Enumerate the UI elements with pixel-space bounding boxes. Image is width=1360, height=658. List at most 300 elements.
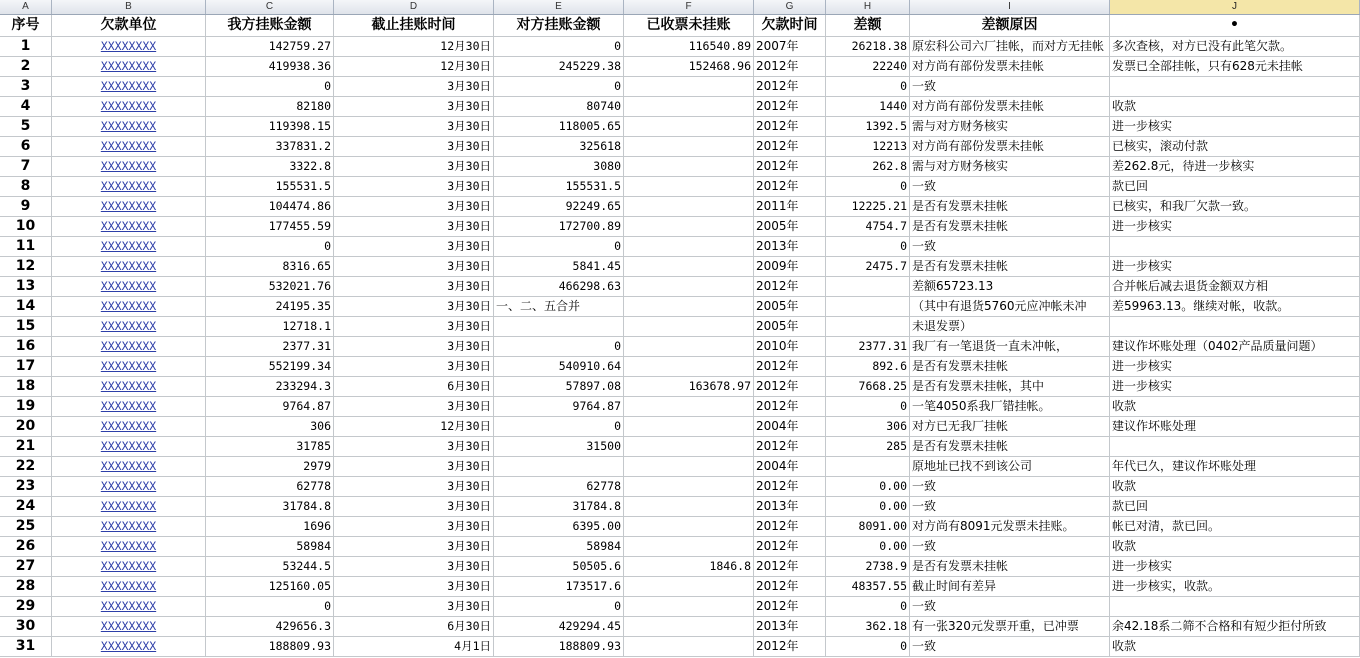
- cell-col-difference[interactable]: 0: [826, 177, 910, 197]
- cell-col-notes[interactable]: 余42.18系二筛不合格和有短少拒付所致: [1110, 617, 1360, 637]
- cell-col-invoiced-unposted[interactable]: [624, 317, 754, 337]
- cell-col-debt-year[interactable]: 2012年: [754, 577, 826, 597]
- cell-col-seq[interactable]: 7: [0, 157, 52, 177]
- cell-col-difference-reason[interactable]: 一致: [910, 477, 1110, 497]
- cell-col-notes[interactable]: 款已回: [1110, 497, 1360, 517]
- cell-col-notes[interactable]: [1110, 317, 1360, 337]
- cell-col-difference[interactable]: 7668.25: [826, 377, 910, 397]
- cell-col-seq[interactable]: 4: [0, 97, 52, 117]
- column-letter-d[interactable]: D: [334, 0, 494, 14]
- cell-col-their-amount[interactable]: [494, 317, 624, 337]
- cell-col-seq[interactable]: 26: [0, 537, 52, 557]
- column-letter-j[interactable]: J: [1110, 0, 1360, 14]
- cell-col-difference[interactable]: 2475.7: [826, 257, 910, 277]
- cell-col-debt-year[interactable]: 2005年: [754, 217, 826, 237]
- column-letter-b[interactable]: B: [52, 0, 206, 14]
- cell-col-invoiced-unposted[interactable]: [624, 137, 754, 157]
- cell-col-seq[interactable]: 3: [0, 77, 52, 97]
- cell-col-our-amount[interactable]: 8316.65: [206, 257, 334, 277]
- column-letter-c[interactable]: C: [206, 0, 334, 14]
- cell-col-debt-year[interactable]: 2012年: [754, 97, 826, 117]
- cell-col-debt-year[interactable]: 2012年: [754, 117, 826, 137]
- cell-col-seq[interactable]: 28: [0, 577, 52, 597]
- cell-col-difference-reason[interactable]: 对方尚有部份发票未挂帐: [910, 97, 1110, 117]
- cell-col-difference[interactable]: 0.00: [826, 497, 910, 517]
- cell-col-seq[interactable]: 29: [0, 597, 52, 617]
- column-letter-e[interactable]: E: [494, 0, 624, 14]
- cell-col-debtor[interactable]: XXXXXXXX: [52, 257, 206, 277]
- cell-col-cutoff-date[interactable]: 4月1日: [334, 637, 494, 657]
- cell-col-difference-reason[interactable]: 原宏科公司六厂挂帐，而对方无挂帐: [910, 37, 1110, 57]
- cell-col-notes[interactable]: 收款: [1110, 97, 1360, 117]
- cell-col-seq[interactable]: 27: [0, 557, 52, 577]
- cell-col-their-amount[interactable]: 31784.8: [494, 497, 624, 517]
- cell-col-debtor[interactable]: XXXXXXXX: [52, 377, 206, 397]
- column-letter-h[interactable]: H: [826, 0, 910, 14]
- cell-col-debt-year[interactable]: 2012年: [754, 177, 826, 197]
- header-col-debt-year[interactable]: 欠款时间: [754, 15, 826, 37]
- cell-col-our-amount[interactable]: 31785: [206, 437, 334, 457]
- cell-col-invoiced-unposted[interactable]: [624, 497, 754, 517]
- cell-col-cutoff-date[interactable]: 3月30日: [334, 117, 494, 137]
- cell-col-notes[interactable]: 进一步核实，收款。: [1110, 577, 1360, 597]
- cell-col-their-amount[interactable]: 172700.89: [494, 217, 624, 237]
- cell-col-notes[interactable]: 款已回: [1110, 177, 1360, 197]
- cell-col-notes[interactable]: 进一步核实: [1110, 377, 1360, 397]
- cell-col-notes[interactable]: 收款: [1110, 477, 1360, 497]
- cell-col-difference[interactable]: [826, 277, 910, 297]
- cell-col-our-amount[interactable]: 9764.87: [206, 397, 334, 417]
- cell-col-their-amount[interactable]: 0: [494, 237, 624, 257]
- header-col-difference-reason[interactable]: 差额原因: [910, 15, 1110, 37]
- cell-col-debt-year[interactable]: 2007年: [754, 37, 826, 57]
- cell-col-our-amount[interactable]: 0: [206, 77, 334, 97]
- cell-col-difference[interactable]: 0.00: [826, 477, 910, 497]
- cell-col-seq[interactable]: 16: [0, 337, 52, 357]
- cell-col-debtor[interactable]: XXXXXXXX: [52, 57, 206, 77]
- cell-col-their-amount[interactable]: 5841.45: [494, 257, 624, 277]
- cell-col-notes[interactable]: [1110, 77, 1360, 97]
- cell-col-difference-reason[interactable]: 需与对方财务核实: [910, 117, 1110, 137]
- cell-col-our-amount[interactable]: 532021.76: [206, 277, 334, 297]
- cell-col-seq[interactable]: 25: [0, 517, 52, 537]
- cell-col-notes[interactable]: 发票已全部挂帐，只有628元未挂帐: [1110, 57, 1360, 77]
- cell-col-debt-year[interactable]: 2005年: [754, 297, 826, 317]
- cell-col-our-amount[interactable]: 1696: [206, 517, 334, 537]
- cell-col-their-amount[interactable]: 173517.6: [494, 577, 624, 597]
- cell-col-notes[interactable]: 差262.8元，待进一步核实: [1110, 157, 1360, 177]
- cell-col-invoiced-unposted[interactable]: [624, 277, 754, 297]
- cell-col-our-amount[interactable]: 31784.8: [206, 497, 334, 517]
- cell-col-our-amount[interactable]: 429656.3: [206, 617, 334, 637]
- cell-col-invoiced-unposted[interactable]: [624, 157, 754, 177]
- column-letter-i[interactable]: I: [910, 0, 1110, 14]
- cell-col-debt-year[interactable]: 2005年: [754, 317, 826, 337]
- cell-col-invoiced-unposted[interactable]: 163678.97: [624, 377, 754, 397]
- cell-col-their-amount[interactable]: 466298.63: [494, 277, 624, 297]
- cell-col-cutoff-date[interactable]: 3月30日: [334, 217, 494, 237]
- cell-col-invoiced-unposted[interactable]: [624, 617, 754, 637]
- cell-col-difference-reason[interactable]: 一致: [910, 537, 1110, 557]
- cell-col-seq[interactable]: 17: [0, 357, 52, 377]
- cell-col-difference-reason[interactable]: 一致: [910, 177, 1110, 197]
- cell-col-notes[interactable]: 已核实，和我厂欠款一致。: [1110, 197, 1360, 217]
- cell-col-difference[interactable]: 306: [826, 417, 910, 437]
- cell-col-debtor[interactable]: XXXXXXXX: [52, 297, 206, 317]
- cell-col-difference-reason[interactable]: 未退发票）: [910, 317, 1110, 337]
- cell-col-invoiced-unposted[interactable]: [624, 637, 754, 657]
- cell-col-difference[interactable]: 12213: [826, 137, 910, 157]
- cell-col-difference-reason[interactable]: 一致: [910, 77, 1110, 97]
- cell-col-debtor[interactable]: XXXXXXXX: [52, 77, 206, 97]
- cell-col-cutoff-date[interactable]: 3月30日: [334, 457, 494, 477]
- cell-col-notes[interactable]: 进一步核实: [1110, 117, 1360, 137]
- cell-col-notes[interactable]: 进一步核实: [1110, 217, 1360, 237]
- cell-col-difference[interactable]: 2377.31: [826, 337, 910, 357]
- cell-col-debt-year[interactable]: 2012年: [754, 157, 826, 177]
- cell-col-our-amount[interactable]: 82180: [206, 97, 334, 117]
- cell-col-seq[interactable]: 10: [0, 217, 52, 237]
- cell-col-difference[interactable]: 4754.7: [826, 217, 910, 237]
- cell-col-difference-reason[interactable]: 一致: [910, 237, 1110, 257]
- cell-col-their-amount[interactable]: 92249.65: [494, 197, 624, 217]
- cell-col-difference-reason[interactable]: 是否有发票未挂帐: [910, 557, 1110, 577]
- cell-col-cutoff-date[interactable]: 3月30日: [334, 237, 494, 257]
- cell-col-seq[interactable]: 19: [0, 397, 52, 417]
- cell-col-debtor[interactable]: XXXXXXXX: [52, 197, 206, 217]
- cell-col-notes[interactable]: 进一步核实: [1110, 557, 1360, 577]
- cell-col-difference[interactable]: 48357.55: [826, 577, 910, 597]
- cell-col-difference[interactable]: 0.00: [826, 537, 910, 557]
- cell-col-difference[interactable]: 0: [826, 77, 910, 97]
- cell-col-cutoff-date[interactable]: 3月30日: [334, 357, 494, 377]
- cell-col-notes[interactable]: 帐已对清，款已回。: [1110, 517, 1360, 537]
- cell-col-seq[interactable]: 14: [0, 297, 52, 317]
- cell-col-difference[interactable]: 0: [826, 637, 910, 657]
- cell-col-our-amount[interactable]: 3322.8: [206, 157, 334, 177]
- cell-col-their-amount[interactable]: 0: [494, 37, 624, 57]
- cell-col-notes[interactable]: 差59963.13。继续对帐，收款。: [1110, 297, 1360, 317]
- cell-col-their-amount[interactable]: 0: [494, 597, 624, 617]
- cell-col-debt-year[interactable]: 2013年: [754, 237, 826, 257]
- cell-col-difference[interactable]: [826, 317, 910, 337]
- cell-col-difference[interactable]: 1440: [826, 97, 910, 117]
- cell-col-notes[interactable]: 进一步核实: [1110, 357, 1360, 377]
- cell-col-notes[interactable]: [1110, 597, 1360, 617]
- cell-col-debtor[interactable]: XXXXXXXX: [52, 317, 206, 337]
- cell-col-invoiced-unposted[interactable]: [624, 237, 754, 257]
- cell-col-their-amount[interactable]: 62778: [494, 477, 624, 497]
- cell-col-invoiced-unposted[interactable]: [624, 337, 754, 357]
- cell-col-their-amount[interactable]: 118005.65: [494, 117, 624, 137]
- cell-col-debt-year[interactable]: 2012年: [754, 477, 826, 497]
- cell-col-debt-year[interactable]: 2012年: [754, 277, 826, 297]
- cell-col-difference-reason[interactable]: 一笔4050系我厂错挂帐。: [910, 397, 1110, 417]
- cell-col-debtor[interactable]: XXXXXXXX: [52, 437, 206, 457]
- cell-col-invoiced-unposted[interactable]: [624, 217, 754, 237]
- header-col-notes[interactable]: •: [1110, 15, 1360, 37]
- cell-col-difference-reason[interactable]: 是否有发票未挂帐: [910, 257, 1110, 277]
- cell-col-our-amount[interactable]: 177455.59: [206, 217, 334, 237]
- cell-col-debtor[interactable]: XXXXXXXX: [52, 157, 206, 177]
- cell-col-their-amount[interactable]: [494, 457, 624, 477]
- cell-col-invoiced-unposted[interactable]: [624, 297, 754, 317]
- cell-col-seq[interactable]: 22: [0, 457, 52, 477]
- cell-col-cutoff-date[interactable]: 3月30日: [334, 197, 494, 217]
- cell-col-invoiced-unposted[interactable]: [624, 97, 754, 117]
- cell-col-difference-reason[interactable]: 差额65723.13: [910, 277, 1110, 297]
- cell-col-debtor[interactable]: XXXXXXXX: [52, 177, 206, 197]
- cell-col-debtor[interactable]: XXXXXXXX: [52, 557, 206, 577]
- cell-col-invoiced-unposted[interactable]: 1846.8: [624, 557, 754, 577]
- cell-col-debtor[interactable]: XXXXXXXX: [52, 577, 206, 597]
- cell-col-debt-year[interactable]: 2012年: [754, 517, 826, 537]
- cell-col-debtor[interactable]: XXXXXXXX: [52, 37, 206, 57]
- header-col-their-amount[interactable]: 对方挂账金额: [494, 15, 624, 37]
- cell-col-their-amount[interactable]: 429294.45: [494, 617, 624, 637]
- cell-col-their-amount[interactable]: 6395.00: [494, 517, 624, 537]
- cell-col-seq[interactable]: 18: [0, 377, 52, 397]
- cell-col-debtor[interactable]: XXXXXXXX: [52, 217, 206, 237]
- cell-col-cutoff-date[interactable]: 3月30日: [334, 557, 494, 577]
- cell-col-debtor[interactable]: XXXXXXXX: [52, 337, 206, 357]
- cell-col-cutoff-date[interactable]: 12月30日: [334, 57, 494, 77]
- cell-col-seq[interactable]: 13: [0, 277, 52, 297]
- cell-col-notes[interactable]: [1110, 437, 1360, 457]
- cell-col-cutoff-date[interactable]: 3月30日: [334, 157, 494, 177]
- cell-col-debt-year[interactable]: 2012年: [754, 557, 826, 577]
- cell-col-their-amount[interactable]: 一、二、五合并: [494, 297, 624, 317]
- cell-col-our-amount[interactable]: 58984: [206, 537, 334, 557]
- cell-col-debtor[interactable]: XXXXXXXX: [52, 237, 206, 257]
- cell-col-difference-reason[interactable]: 对方尚有部份发票未挂帐: [910, 137, 1110, 157]
- cell-col-difference-reason[interactable]: 对方尚有部份发票未挂帐: [910, 57, 1110, 77]
- cell-col-cutoff-date[interactable]: 3月30日: [334, 77, 494, 97]
- cell-col-difference-reason[interactable]: 有一张320元发票开重，已冲票: [910, 617, 1110, 637]
- cell-col-difference-reason[interactable]: 需与对方财务核实: [910, 157, 1110, 177]
- cell-col-seq[interactable]: 6: [0, 137, 52, 157]
- cell-col-our-amount[interactable]: 12718.1: [206, 317, 334, 337]
- cell-col-our-amount[interactable]: 306: [206, 417, 334, 437]
- cell-col-our-amount[interactable]: 2377.31: [206, 337, 334, 357]
- cell-col-seq[interactable]: 9: [0, 197, 52, 217]
- cell-col-their-amount[interactable]: 325618: [494, 137, 624, 157]
- cell-col-seq[interactable]: 1: [0, 37, 52, 57]
- cell-col-debtor[interactable]: XXXXXXXX: [52, 477, 206, 497]
- cell-col-debt-year[interactable]: 2004年: [754, 417, 826, 437]
- cell-col-their-amount[interactable]: 3080: [494, 157, 624, 177]
- cell-col-invoiced-unposted[interactable]: [624, 357, 754, 377]
- cell-col-cutoff-date[interactable]: 3月30日: [334, 277, 494, 297]
- cell-col-our-amount[interactable]: 337831.2: [206, 137, 334, 157]
- cell-col-difference-reason[interactable]: 我厂有一笔退货一直未冲帐，: [910, 337, 1110, 357]
- cell-col-difference[interactable]: 362.18: [826, 617, 910, 637]
- cell-col-difference-reason[interactable]: 一致: [910, 597, 1110, 617]
- cell-col-cutoff-date[interactable]: 3月30日: [334, 597, 494, 617]
- cell-col-difference-reason[interactable]: 是否有发票未挂帐: [910, 217, 1110, 237]
- cell-col-seq[interactable]: 30: [0, 617, 52, 637]
- cell-col-cutoff-date[interactable]: 3月30日: [334, 177, 494, 197]
- cell-col-debt-year[interactable]: 2012年: [754, 77, 826, 97]
- cell-col-cutoff-date[interactable]: 3月30日: [334, 577, 494, 597]
- cell-col-difference-reason[interactable]: 截止时间有差异: [910, 577, 1110, 597]
- cell-col-difference-reason[interactable]: 原地址已找不到该公司: [910, 457, 1110, 477]
- cell-col-cutoff-date[interactable]: 3月30日: [334, 517, 494, 537]
- cell-col-debt-year[interactable]: 2009年: [754, 257, 826, 277]
- cell-col-our-amount[interactable]: 233294.3: [206, 377, 334, 397]
- cell-col-invoiced-unposted[interactable]: [624, 577, 754, 597]
- cell-col-cutoff-date[interactable]: 12月30日: [334, 417, 494, 437]
- cell-col-debtor[interactable]: XXXXXXXX: [52, 277, 206, 297]
- cell-col-difference[interactable]: 22240: [826, 57, 910, 77]
- column-letter-f[interactable]: F: [624, 0, 754, 14]
- cell-col-notes[interactable]: [1110, 237, 1360, 257]
- cell-col-our-amount[interactable]: 104474.86: [206, 197, 334, 217]
- cell-col-invoiced-unposted[interactable]: [624, 117, 754, 137]
- cell-col-invoiced-unposted[interactable]: 116540.89: [624, 37, 754, 57]
- cell-col-notes[interactable]: 收款: [1110, 397, 1360, 417]
- cell-col-debt-year[interactable]: 2012年: [754, 357, 826, 377]
- header-col-debtor[interactable]: 欠款单位: [52, 15, 206, 37]
- cell-col-invoiced-unposted[interactable]: [624, 457, 754, 477]
- cell-col-cutoff-date[interactable]: 3月30日: [334, 437, 494, 457]
- cell-col-debtor[interactable]: XXXXXXXX: [52, 497, 206, 517]
- cell-col-debtor[interactable]: XXXXXXXX: [52, 597, 206, 617]
- cell-col-difference-reason[interactable]: 是否有发票未挂帐: [910, 197, 1110, 217]
- cell-col-difference[interactable]: 8091.00: [826, 517, 910, 537]
- cell-col-seq[interactable]: 31: [0, 637, 52, 657]
- cell-col-debt-year[interactable]: 2012年: [754, 57, 826, 77]
- cell-col-notes[interactable]: 进一步核实: [1110, 257, 1360, 277]
- cell-col-debtor[interactable]: XXXXXXXX: [52, 617, 206, 637]
- cell-col-difference[interactable]: 1392.5: [826, 117, 910, 137]
- cell-col-notes[interactable]: 多次查核，对方已没有此笔欠款。: [1110, 37, 1360, 57]
- cell-col-invoiced-unposted[interactable]: [624, 537, 754, 557]
- cell-col-invoiced-unposted[interactable]: [624, 77, 754, 97]
- cell-col-cutoff-date[interactable]: 3月30日: [334, 297, 494, 317]
- cell-col-notes[interactable]: 收款: [1110, 637, 1360, 657]
- cell-col-their-amount[interactable]: 0: [494, 417, 624, 437]
- cell-col-our-amount[interactable]: 188809.93: [206, 637, 334, 657]
- cell-col-debtor[interactable]: XXXXXXXX: [52, 357, 206, 377]
- cell-col-invoiced-unposted[interactable]: [624, 397, 754, 417]
- cell-col-debtor[interactable]: XXXXXXXX: [52, 457, 206, 477]
- cell-col-invoiced-unposted[interactable]: [624, 417, 754, 437]
- cell-col-our-amount[interactable]: 142759.27: [206, 37, 334, 57]
- header-col-seq[interactable]: 序号: [0, 15, 52, 37]
- cell-col-difference-reason[interactable]: 对方已无我厂挂帐: [910, 417, 1110, 437]
- cell-col-their-amount[interactable]: 188809.93: [494, 637, 624, 657]
- cell-col-seq[interactable]: 2: [0, 57, 52, 77]
- cell-col-debtor[interactable]: XXXXXXXX: [52, 517, 206, 537]
- cell-col-invoiced-unposted[interactable]: [624, 477, 754, 497]
- cell-col-notes[interactable]: 已核实，滚动付款: [1110, 137, 1360, 157]
- cell-col-difference-reason[interactable]: 对方尚有8091元发票未挂账。: [910, 517, 1110, 537]
- cell-col-debtor[interactable]: XXXXXXXX: [52, 137, 206, 157]
- cell-col-debtor[interactable]: XXXXXXXX: [52, 97, 206, 117]
- cell-col-debt-year[interactable]: 2010年: [754, 337, 826, 357]
- cell-col-debtor[interactable]: XXXXXXXX: [52, 117, 206, 137]
- cell-col-our-amount[interactable]: 125160.05: [206, 577, 334, 597]
- cell-col-invoiced-unposted[interactable]: [624, 257, 754, 277]
- cell-col-difference[interactable]: 0: [826, 397, 910, 417]
- cell-col-seq[interactable]: 5: [0, 117, 52, 137]
- cell-col-their-amount[interactable]: 50505.6: [494, 557, 624, 577]
- cell-col-difference-reason[interactable]: 一致: [910, 497, 1110, 517]
- cell-col-invoiced-unposted[interactable]: [624, 437, 754, 457]
- cell-col-their-amount[interactable]: 9764.87: [494, 397, 624, 417]
- cell-col-our-amount[interactable]: 0: [206, 237, 334, 257]
- cell-col-seq[interactable]: 20: [0, 417, 52, 437]
- cell-col-debtor[interactable]: XXXXXXXX: [52, 537, 206, 557]
- cell-col-their-amount[interactable]: 245229.38: [494, 57, 624, 77]
- cell-col-cutoff-date[interactable]: 6月30日: [334, 617, 494, 637]
- cell-col-cutoff-date[interactable]: 3月30日: [334, 137, 494, 157]
- cell-col-their-amount[interactable]: 80740: [494, 97, 624, 117]
- cell-col-notes[interactable]: 建议作坏账处理（0402产品质量问题）: [1110, 337, 1360, 357]
- cell-col-seq[interactable]: 21: [0, 437, 52, 457]
- cell-col-our-amount[interactable]: 0: [206, 597, 334, 617]
- cell-col-difference[interactable]: [826, 297, 910, 317]
- cell-col-their-amount[interactable]: 58984: [494, 537, 624, 557]
- cell-col-cutoff-date[interactable]: 12月30日: [334, 37, 494, 57]
- cell-col-seq[interactable]: 24: [0, 497, 52, 517]
- cell-col-debt-year[interactable]: 2012年: [754, 537, 826, 557]
- cell-col-notes[interactable]: 收款: [1110, 537, 1360, 557]
- cell-col-our-amount[interactable]: 419938.36: [206, 57, 334, 77]
- cell-col-cutoff-date[interactable]: 6月30日: [334, 377, 494, 397]
- cell-col-our-amount[interactable]: 119398.15: [206, 117, 334, 137]
- cell-col-seq[interactable]: 11: [0, 237, 52, 257]
- cell-col-cutoff-date[interactable]: 3月30日: [334, 337, 494, 357]
- cell-col-difference-reason[interactable]: 是否有发票未挂帐: [910, 437, 1110, 457]
- cell-col-cutoff-date[interactable]: 3月30日: [334, 97, 494, 117]
- cell-col-their-amount[interactable]: 155531.5: [494, 177, 624, 197]
- cell-col-our-amount[interactable]: 552199.34: [206, 357, 334, 377]
- cell-col-notes[interactable]: 年代已久，建议作坏账处理: [1110, 457, 1360, 477]
- cell-col-debt-year[interactable]: 2012年: [754, 377, 826, 397]
- cell-col-debt-year[interactable]: 2004年: [754, 457, 826, 477]
- cell-col-debt-year[interactable]: 2012年: [754, 137, 826, 157]
- cell-col-debt-year[interactable]: 2011年: [754, 197, 826, 217]
- cell-col-our-amount[interactable]: 24195.35: [206, 297, 334, 317]
- cell-col-difference[interactable]: 26218.38: [826, 37, 910, 57]
- cell-col-cutoff-date[interactable]: 3月30日: [334, 537, 494, 557]
- cell-col-their-amount[interactable]: 0: [494, 77, 624, 97]
- cell-col-debt-year[interactable]: 2012年: [754, 597, 826, 617]
- cell-col-debt-year[interactable]: 2012年: [754, 437, 826, 457]
- cell-col-cutoff-date[interactable]: 3月30日: [334, 497, 494, 517]
- cell-col-their-amount[interactable]: 31500: [494, 437, 624, 457]
- column-letter-g[interactable]: G: [754, 0, 826, 14]
- cell-col-difference-reason[interactable]: （其中有退货5760元应冲帐未冲: [910, 297, 1110, 317]
- cell-col-debtor[interactable]: XXXXXXXX: [52, 637, 206, 657]
- cell-col-cutoff-date[interactable]: 3月30日: [334, 317, 494, 337]
- cell-col-invoiced-unposted[interactable]: [624, 197, 754, 217]
- cell-col-debt-year[interactable]: 2013年: [754, 617, 826, 637]
- cell-col-debtor[interactable]: XXXXXXXX: [52, 397, 206, 417]
- cell-col-their-amount[interactable]: 57897.08: [494, 377, 624, 397]
- cell-col-invoiced-unposted[interactable]: [624, 597, 754, 617]
- cell-col-invoiced-unposted[interactable]: 152468.96: [624, 57, 754, 77]
- cell-col-our-amount[interactable]: 62778: [206, 477, 334, 497]
- cell-col-debt-year[interactable]: 2012年: [754, 397, 826, 417]
- cell-col-our-amount[interactable]: 2979: [206, 457, 334, 477]
- cell-col-difference[interactable]: 0: [826, 237, 910, 257]
- cell-col-debt-year[interactable]: 2012年: [754, 637, 826, 657]
- cell-col-notes[interactable]: 合并帐后减去退货金额双方相: [1110, 277, 1360, 297]
- cell-col-difference[interactable]: 2738.9: [826, 557, 910, 577]
